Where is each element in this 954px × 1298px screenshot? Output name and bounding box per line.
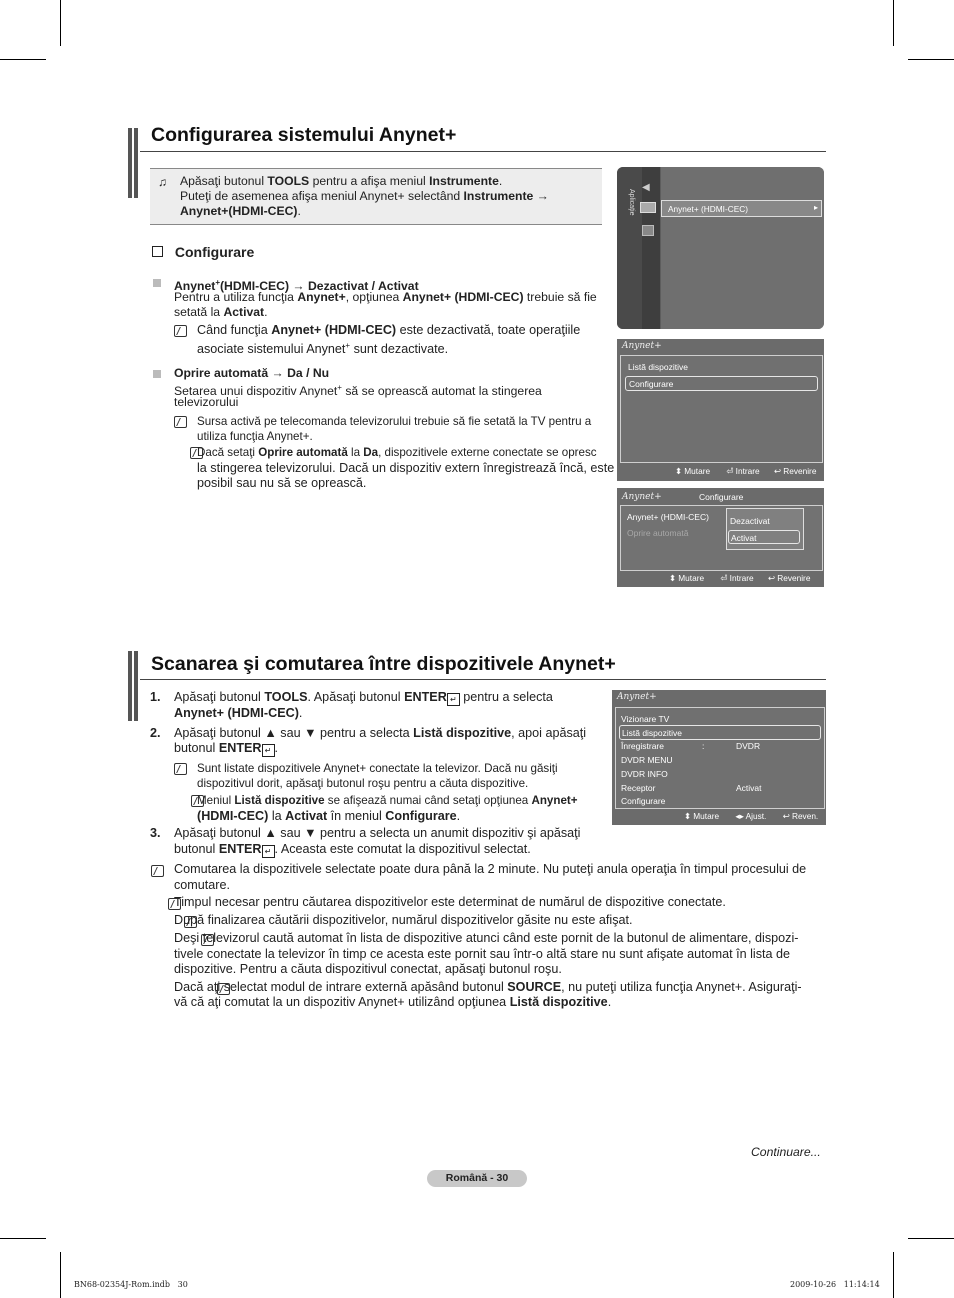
enter-icon: ⏎ (726, 466, 734, 476)
menu-item-dvdr-menu[interactable]: DVDR MENU (621, 755, 673, 765)
file-name: BN68-02354J-Rom.indb 30 (74, 1280, 188, 1289)
side-label: Aplicaţie (628, 189, 635, 216)
crop-mark (893, 0, 894, 46)
enter-icon: ⏎ (720, 573, 728, 583)
tv-screen-anynet-menu (617, 339, 824, 481)
tools-note-box (150, 168, 602, 225)
crop-mark (893, 1252, 894, 1298)
menu-item-record-value: DVDR (736, 741, 761, 751)
menu-item-configure[interactable]: Configurare (621, 796, 666, 806)
updown-icon: ⬍ (684, 811, 691, 821)
screen-footer: ⬍ Mutare ◂▸ Ajust. ↩ Reven. (684, 811, 819, 821)
square-bullet-icon (153, 279, 161, 287)
help-icon (642, 225, 654, 236)
crop-mark (60, 1252, 61, 1298)
updown-icon: ⬍ (675, 466, 682, 476)
section-bar (128, 651, 138, 721)
config-item-anynet: Anynet+(HDMI-CEC) → Dezactivat / Activat Pentru a utiliza funcţia Anynet+, opţiunea Anynet+ (HDMI-CEC) trebuie să fie setată la Activat. Când funcţia Anynet+ (HDMI-CEC) este dezactivată, toate operaţiile asociate sistemului Anynet+ sunt dezactivate. (153, 275, 613, 292)
updown-icon: ⬍ (669, 573, 676, 583)
menu-panel (620, 355, 823, 463)
crop-mark (0, 59, 46, 60)
menu-item-anynet[interactable]: Anynet+ (HDMI-CEC) ▸ (661, 200, 822, 217)
tv-screen-anynet-tools (612, 690, 826, 825)
picture-icon: ◀ (642, 182, 650, 193)
screen-title: Configurare (699, 492, 744, 502)
continue-label: Continuare... (751, 1145, 821, 1159)
enter-key-icon: ↵ (262, 845, 275, 858)
enter-key-icon: ↵ (262, 744, 275, 757)
tools-note-line: Apăsaţi butonul TOOLS pentru a afişa meniul Instrumente. (180, 174, 503, 188)
menu-panel (620, 505, 823, 571)
crop-mark (60, 0, 61, 46)
option-auto-off[interactable]: Oprire automată (627, 528, 689, 538)
return-icon: ↩ (767, 573, 775, 583)
menu-item-record-sep: : (702, 741, 705, 751)
return-icon: ↩ (773, 466, 781, 476)
square-bullet-icon (153, 370, 161, 378)
section-rule (140, 151, 826, 152)
option-activated-highlight[interactable]: Activat (728, 530, 800, 544)
anynet-logo: Anynet+ (622, 341, 662, 351)
tools-note-line: Puteţi de asemenea afişa meniul Anynet+ selectând Instrumente → (180, 189, 549, 203)
return-icon: ↩ (782, 811, 790, 821)
steps-list: 1. Apăsaţi butonul TOOLS. Apăsaţi butonul ENTER ↵ pentru a selecta Anynet+ (HDMI-CEC). 2. Apăsaţi butonul ▲ sau ▼ pentru a selecta Listă dispozitive, apoi apăsaţi butonul ENTER ↵ . Sunt listate dispozitivele Anynet+ conectate la televizor. Dacă nu găsiţi dispozitivul dorit, apăsaţi butonul roşu pentru a căuta dispozitive. Meniul Listă dispozitive se afişează numai când setaţi opţiunea Anynet+ (HDMI-CEC) la Activat în meniul Configurare. 3. Apăsaţi butonul ▲ sau ▼ pentru a selecta un anumit dispozitiv şi apăsaţi butonul ENTER ↵ . Aceasta este comutat la dispozitivul selectat. (150, 690, 587, 856)
menu-item-device-list[interactable]: Listă dispozitive (628, 362, 689, 372)
enter-key-icon: ↵ (447, 693, 460, 706)
screen-footer: ⬍ Mutare ⏎ Intrare ↩ Revenire (675, 466, 817, 476)
checkbox-bullet-icon (152, 246, 163, 257)
menu-item-receiver-value: Activat (736, 783, 762, 793)
tools-icon: ♫ (158, 175, 167, 189)
section-rule (140, 679, 826, 680)
print-date: 2009-10-26 11:14:14 (790, 1280, 880, 1289)
section-title: Configurarea sistemului Anynet+ (151, 124, 457, 146)
crop-mark (908, 59, 954, 60)
subsection-title: Configurare (152, 244, 254, 260)
crop-mark (0, 1238, 46, 1239)
section-bar (128, 128, 138, 198)
config-item-auto-off: Oprire automată → Da / Nu Setarea unui dispozitiv Anynet+ să se oprească automat la stingerea televizorului Sursa activă pe telecomanda televizorului trebuie să fie setată la TV pentru a utiliza funcţia Anynet+. Dacă setaţi Oprire automată la Da, dispozitivele externe conectate se opresc la stingerea televizorului. Dacă un dispozitiv extern înregistrează încă, este posibil sau nu să se oprească. (153, 366, 613, 383)
tv-screen-configure (617, 488, 824, 587)
note-icon (174, 763, 187, 775)
leftright-icon: ◂▸ (735, 811, 744, 821)
arrow-right-icon: ▸ (813, 203, 818, 212)
anynet-logo: Anynet+ (622, 492, 662, 502)
note-icon (151, 865, 164, 877)
note-icon (174, 325, 187, 337)
menu-item-device-list-highlight[interactable]: Listă dispozitive (619, 725, 821, 740)
menu-item-record[interactable]: Înregistrare (621, 741, 664, 751)
crop-mark (908, 1238, 954, 1239)
notes-list: Comutarea la dispozitivele selectate poate dura până la 2 minute. Nu puteţi anula operaţia în timpul procesului de comutare. Timpul necesar pentru căutarea dispozitivelor este determinat de numărul de dispozitive conectate. După finalizarea căutării dispozitivelor, numărul dispozitivelor găsite nu este afişat. Deşi televizorul caută automat în lista de dispozitive atunci când este pornit de la butonul de alimentare, dispozi- tivele conectate la televizor în timp ce acesta este pornit sau într-o altă stare nu sunt afişate automat în lista de dispozitive. Pentru a căuta dispozitivul conectat, apăsaţi butonul roşu. Dacă aţi selectat modul de intrare externă apăsând butonul SOURCE, nu puteţi utiliza funcţia Anynet+. Asiguraţi- vă că aţi comutat la un dispozitiv Anynet+ utilizând opţiunea Listă dispozitive. (151, 862, 831, 879)
menu-panel (661, 167, 824, 329)
option-anynet-hdmi-cec[interactable]: Anynet+ (HDMI-CEC) (627, 512, 709, 522)
menu-item-configure-highlight[interactable]: Configurare (625, 376, 818, 391)
menu-item-dvdr-info[interactable]: DVDR INFO (621, 769, 668, 779)
section-title: Scanarea şi comutarea între dispozitivele Anynet+ (151, 653, 616, 675)
input-icon (640, 202, 656, 213)
option-deactivated[interactable]: Dezactivat (730, 516, 770, 526)
menu-panel (615, 707, 825, 809)
dropdown-options (726, 508, 804, 550)
tv-screen-app-menu (617, 167, 824, 329)
note-icon (174, 416, 187, 428)
anynet-logo: Anynet+ (617, 692, 657, 702)
screen-footer: ⬍ Mutare ⏎ Intrare ↩ Revenire (669, 573, 811, 583)
menu-item-watch-tv[interactable]: Vizionare TV (621, 714, 670, 724)
page-number-badge: Română - 30 (427, 1170, 527, 1187)
menu-item-receiver[interactable]: Receptor (621, 783, 656, 793)
tools-note-line: Anynet+(HDMI-CEC). (180, 204, 301, 218)
